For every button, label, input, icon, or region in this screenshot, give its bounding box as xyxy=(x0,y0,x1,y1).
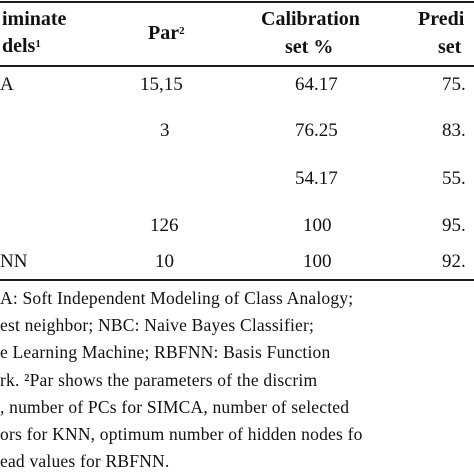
cell-par: 3 xyxy=(160,120,170,141)
header-prediction-2 xyxy=(438,36,461,58)
header-calibration xyxy=(261,8,360,30)
table-bottom-rule xyxy=(0,279,474,281)
cell-calibration: 100 xyxy=(303,251,332,272)
header-prediction-line1: Predi xyxy=(418,8,465,30)
footnote-line: ead values for RBFNN. xyxy=(0,451,170,471)
header-calibration-2 xyxy=(285,36,333,58)
footnote-line: , number of PCs for SIMCA, number of selected xyxy=(0,397,350,417)
header-par-sup: 2 xyxy=(179,25,185,37)
cell-calibration: 54.17 xyxy=(295,168,338,189)
cell-calibration: 76.25 xyxy=(295,120,338,141)
footnote-line: A: Soft Independent Modeling of Class Analogy; xyxy=(0,288,354,308)
cell-prediction: 95. xyxy=(442,215,466,236)
header-calibration-line2: set % xyxy=(285,36,334,58)
header-bottom-rule xyxy=(0,65,474,67)
cell-calibration: 100 xyxy=(303,215,332,236)
cell-calibration: 64.17 xyxy=(295,74,338,95)
header-models-line2: dels xyxy=(2,35,36,57)
cell-par: 126 xyxy=(150,215,179,236)
header-models-sup: 1 xyxy=(35,38,41,50)
header-prediction xyxy=(418,8,464,30)
header-models xyxy=(2,8,66,30)
header-par xyxy=(148,22,185,44)
cell-prediction: 92. xyxy=(442,251,466,272)
footnote-line: ors for KNN, optimum number of hidden nodes fo xyxy=(0,424,363,444)
header-models-line1: iminate xyxy=(2,8,67,30)
cell-model: NN xyxy=(0,251,28,272)
cell-prediction: 83. xyxy=(442,120,466,141)
footnote-line: rk. ²Par shows the parameters of the discrim xyxy=(0,370,318,390)
header-calibration-line1: Calibration xyxy=(261,8,360,30)
table-top-rule xyxy=(0,1,474,3)
footnote-line: est neighbor; NBC: Naive Bayes Classifier; xyxy=(0,315,315,335)
footnote-line: e Learning Machine; RBFNN: Basis Function xyxy=(0,342,331,362)
cell-prediction: 75. xyxy=(442,74,466,95)
header-par-label: Par xyxy=(148,22,180,44)
cell-par: 15,15 xyxy=(140,74,183,95)
cell-prediction: 55. xyxy=(442,168,466,189)
cell-model: A xyxy=(0,74,14,95)
header-prediction-line2: set xyxy=(438,36,462,58)
cell-par: 10 xyxy=(155,251,174,272)
header-models-2 xyxy=(2,35,41,57)
